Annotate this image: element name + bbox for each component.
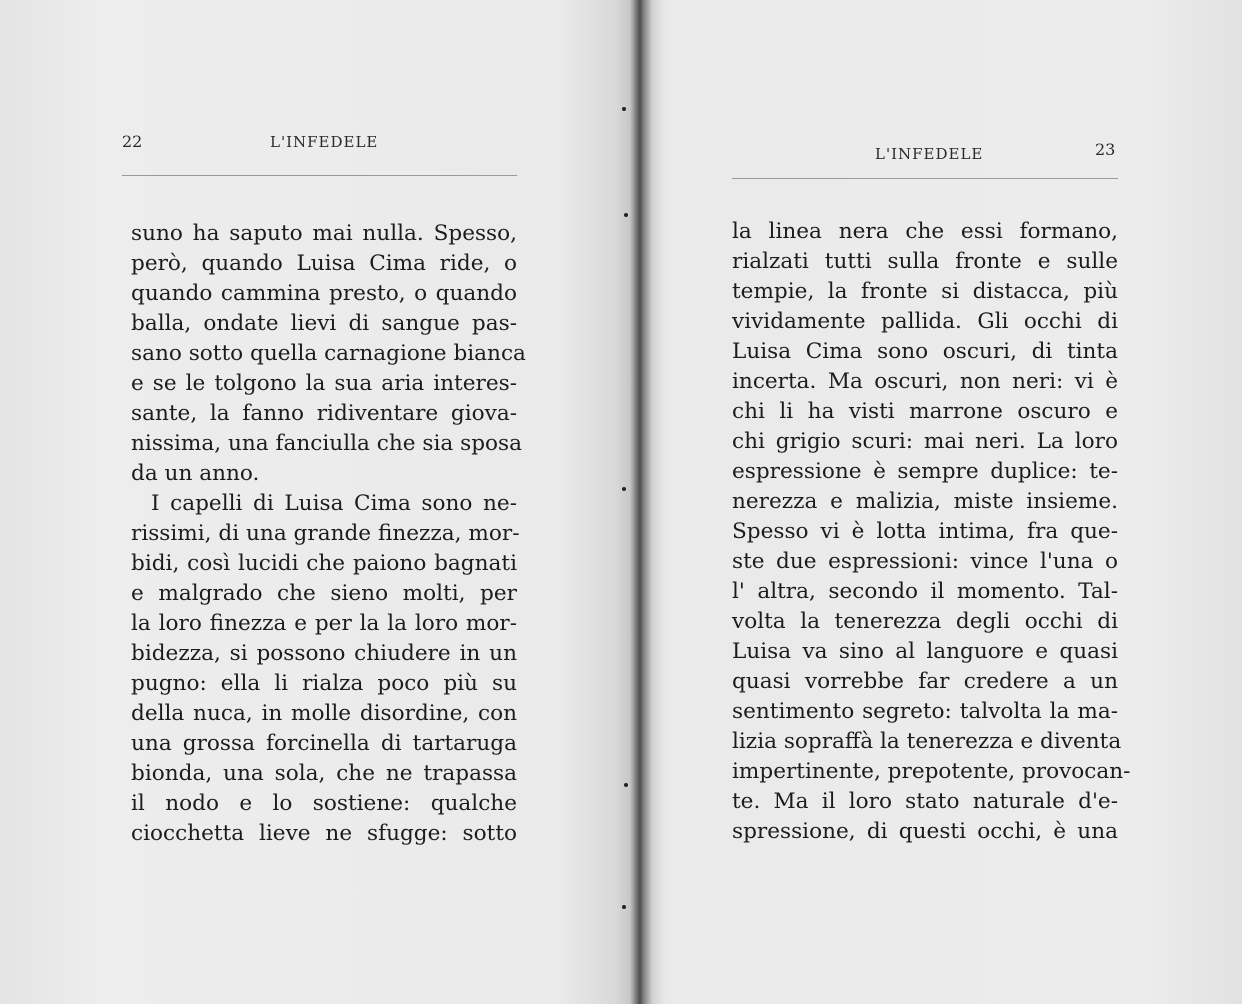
text-line: da un anno. [131, 461, 260, 486]
text-line: la linea nera che essi formano, [732, 219, 1118, 244]
text-line: sentimento segreto: talvolta la ma- [732, 699, 1118, 724]
text-line: Luisa va sino al languore e quasi [732, 639, 1118, 664]
right-page [665, 0, 1242, 1004]
text-line: bionda, una sola, che ne trapassa [131, 761, 517, 786]
text-line: lizia sopraffà la tenerezza e diventa [732, 729, 1122, 754]
text-line: bidi, così lucidi che paiono bagnati [131, 551, 517, 576]
text-line: spressione, di questi occhi, è una [732, 819, 1118, 844]
text-line: sano sotto quella carnagione bianca [131, 341, 526, 366]
text-line: una grossa forcinella di tartaruga [131, 731, 517, 756]
text-line: chi grigio scuri: mai neri. La loro [732, 429, 1118, 454]
text-line: ciocchetta lieve ne sfugge: sotto [131, 821, 517, 846]
running-head: L'INFEDELE [875, 145, 984, 163]
text-line: l' altra, secondo il momento. Tal- [732, 579, 1118, 604]
text-line: vividamente pallida. Gli occhi di [732, 309, 1118, 334]
text-line: tempie, la fronte si distacca, più [732, 279, 1118, 304]
left-page [0, 0, 615, 1004]
left-page-text [131, 219, 526, 849]
text-line: quando cammina presto, o quando [131, 281, 517, 306]
text-line: I capelli di Luisa Cima sono ne- [151, 491, 517, 516]
text-line: rissimi, di una grande finezza, mor- [131, 521, 520, 546]
header-rule [122, 175, 517, 176]
header-rule [732, 178, 1118, 179]
text-line: rialzati tutti sulla fronte e sulle [732, 249, 1118, 274]
text-line: nerezza e malizia, miste insieme. [732, 489, 1118, 514]
text-line: espressione è sempre duplice: te- [732, 459, 1118, 484]
text-line: nissima, una fanciulla che sia sposa [131, 431, 522, 456]
right-page-text [732, 217, 1131, 847]
page-number: 23 [1095, 140, 1116, 159]
book-gutter [615, 0, 665, 1004]
gutter-speck [622, 107, 626, 111]
text-line: e malgrado che sieno molti, per [131, 581, 517, 606]
text-line: quasi vorrebbe far credere a un [732, 669, 1118, 694]
text-line: suno ha saputo mai nulla. Spesso, [131, 221, 517, 246]
text-line: te. Ma il loro stato naturale d'e- [732, 789, 1118, 814]
text-line: pugno: ella li rialza poco più su [131, 671, 517, 696]
gutter-speck [624, 783, 628, 787]
gutter-speck [622, 487, 626, 491]
text-line: sante, la fanno ridiventare giova- [131, 401, 517, 426]
gutter-speck [624, 213, 628, 217]
text-line: impertinente, prepotente, provocan- [732, 759, 1131, 784]
text-line: però, quando Luisa Cima ride, o [131, 251, 517, 276]
text-line: il nodo e lo sostiene: qualche [131, 791, 517, 816]
page-number: 22 [122, 132, 143, 151]
text-line: e se le tolgono la sua aria interes- [131, 371, 517, 396]
text-line: Luisa Cima sono oscuri, di tinta [732, 339, 1118, 364]
running-head: L'INFEDELE [270, 133, 379, 151]
text-line: balla, ondate lievi di sangue pas- [131, 311, 517, 336]
text-line: della nuca, in molle disordine, con [131, 701, 517, 726]
text-line: ste due espressioni: vince l'una o [732, 549, 1118, 574]
text-line: Spesso vi è lotta intima, fra que- [732, 519, 1118, 544]
text-line: bidezza, si possono chiudere in un [131, 641, 517, 666]
text-line: chi li ha visti marrone oscuro e [732, 399, 1118, 424]
gutter-speck [622, 905, 626, 909]
text-line: volta la tenerezza degli occhi di [732, 609, 1118, 634]
text-line: incerta. Ma oscuri, non neri: vi è [732, 369, 1118, 394]
text-line: la loro finezza e per la la loro mor- [131, 611, 517, 636]
